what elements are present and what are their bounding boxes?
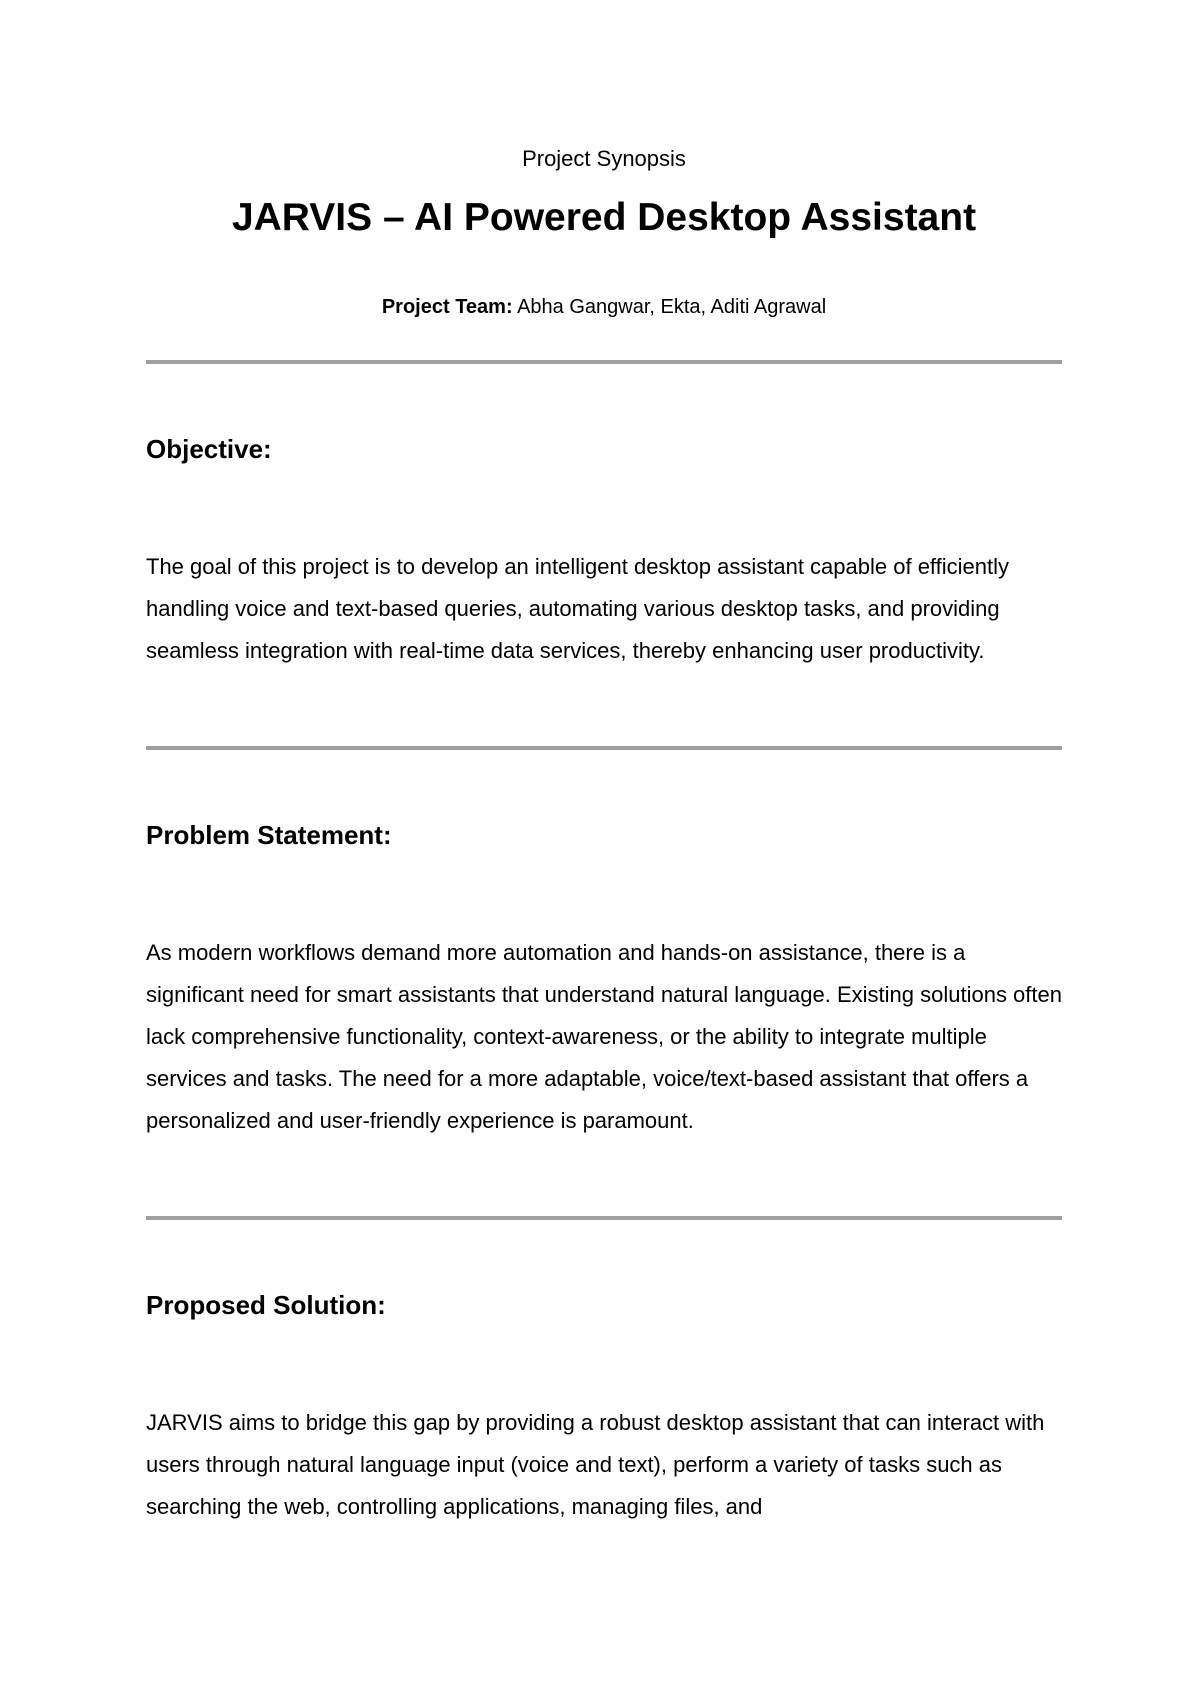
section-divider: [146, 746, 1062, 750]
document-subtitle: Project Synopsis: [522, 146, 686, 171]
objective-body: The goal of this project is to develop an intelligent desktop assistant capable of efficiently handling voice and text-based queries, automating various desktop tasks, and providing seamless integration with real-time data services, thereby enhancing user productivity.: [146, 554, 1010, 663]
document-title: JARVIS – AI Powered Desktop Assistant: [231, 196, 977, 239]
proposed-solution-body: JARVIS aims to bridge this gap by providing a robust desktop assistant that can interact with users through natural language input (voice and text), perform a variety of tasks such as searching the web, controlling applications, managing files, and: [146, 1410, 1045, 1519]
section-divider: [146, 360, 1062, 364]
proposed-solution-heading: Proposed Solution:: [146, 1290, 386, 1320]
objective-heading: Objective:: [146, 434, 272, 464]
project-team-members: Abha Gangwar, Ekta, Aditi Agrawal: [512, 296, 827, 318]
problem-statement-body: As modern workflows demand more automation and hands-on assistance, there is a significant need for smart assistants that understand natural language. Existing solutions often lack comprehensive functionality, context-awareness, or the ability to integrate multiple services and tasks. The need for a more adaptable, voice/text-based assistant that offers a personalized and user-friendly experience is paramount.: [146, 940, 1062, 1133]
project-team: [146, 292, 1062, 322]
problem-statement-heading: Problem Statement:: [146, 820, 392, 850]
section-divider: [146, 1216, 1062, 1220]
project-team-label: Project Team:: [381, 296, 513, 318]
